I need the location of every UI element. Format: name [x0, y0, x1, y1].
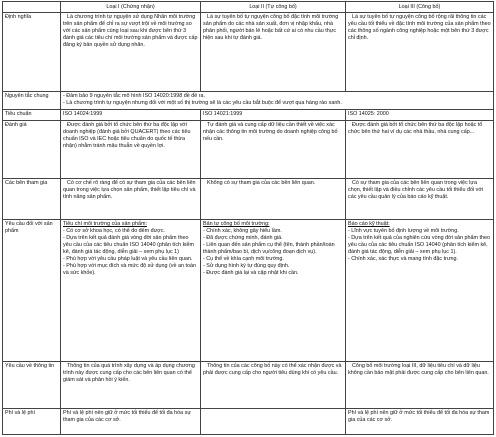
standard-type2: ISO 14021:1999 — [201, 110, 346, 120]
fees-type2 — [201, 408, 346, 434]
fees-type3: Phí và lệ phí nên giữ ở mức tối thiểu để tối đa hóa sự tham gia của các cơ sở. — [346, 408, 494, 434]
product-req-type2 — [201, 219, 346, 361]
table-row — [3, 361, 494, 408]
list-item: - Cụ thể về khía cạnh môi trường. — [203, 255, 284, 262]
row-label-product-req: Yêu cầu đối với sản phẩm — [3, 219, 61, 361]
standard-type1: ISO 14024:1999 — [61, 110, 201, 120]
row-label-fees: Phí và lệ phí — [3, 408, 61, 434]
row-label-principle: Nguyên tắc chung — [3, 92, 61, 110]
list-item: - Lĩnh vực tuyên bố định lượng về môi trường. — [348, 227, 459, 234]
principle-text — [61, 92, 494, 110]
list-item: - Sử dụng hình ký tự đúng quy định. — [203, 262, 290, 269]
list-item: - Chính xác, xác thực và mang tính đặc trưng. — [348, 255, 458, 262]
list-item: - Dựa trên kết quả của nghiên cứu vòng đời sản phẩm theo yêu cầu của các tiêu chuẩn ISO 14040 (phân tích kiểm kê, đánh giá tác động, diễn giải – xem phụ lục 1). — [348, 234, 491, 255]
table-row — [3, 408, 494, 434]
header-type2: Loại II (Tự công bố) — [201, 2, 346, 13]
table-row — [3, 219, 494, 361]
parties-type1: Có cơ chế rõ ràng để có sự tham gia của các bên liên quan trong việc lựa chọn sản phẩm, thiết lập tiêu chí và tính năng sản phẩm. — [61, 179, 201, 220]
list-item: - Phù hợp với mục đích và mức độ sử dụng (về an toàn và sức khỏe). — [63, 262, 196, 276]
product-req-type3 — [346, 219, 494, 361]
header-type1: Loại I (Chứng nhận) — [61, 2, 201, 13]
product-req-type1 — [61, 219, 201, 361]
definition-type2: Là sự tuyên bố tự nguyện công bố đặc tính môi trường sản phẩm do các nhà sản xuất, đơn vị nhập khẩu, nhà phân phối, người bán lẻ hoặc bất cứ ai có nhu cầu thực hiện sau khi tự đánh giá. — [201, 13, 346, 92]
table-row — [3, 179, 494, 220]
product-req-type3-title: Báo cáo kỹ thuật: — [348, 220, 390, 227]
header-corner — [3, 2, 61, 13]
table-row — [3, 92, 494, 110]
info-req-type1: Thông tin của quá trình xây dựng và áp dụng chương trình này được cung cấp cho các bên liên quan có thể giám sát và phản hồi ý kiến. — [61, 361, 201, 408]
list-item: - Đã được chứng minh, đánh giá. — [203, 234, 283, 241]
definition-type3: Là sự tuyên bố tự nguyện công bố rộng rãi thông tin các yêu cầu tối thiểu về đặc tính môi trường của sản phẩm theo các thông số ngành công nghiệp hoặc một bên thứ 3 được chỉ định. — [346, 13, 494, 92]
table-row — [3, 13, 494, 92]
row-label-parties: Các bên tham gia — [3, 179, 61, 220]
list-item: - Có cơ sở khoa học, có thể đo đếm được. — [63, 227, 166, 234]
definition-type1: Là chương trình tự nguyện sử dụng Nhãn môi trường trên sản phẩm để chỉ ra sự vượt trội về môi trường so với các sản phẩm cùng loại sau khi được bên thứ 3 đánh giá các tiêu chí môi trường sản phẩm và được cấp đăng ký bản quyền sử dụng nhãn. — [61, 13, 201, 92]
table-header-row — [3, 2, 494, 13]
evaluation-type3: Được đánh giá bởi tổ chức bên thứ ba độc lập hoặc tổ chức bên thứ hai ví dụ các nhà thầu, nhà cung cấp... — [346, 120, 494, 179]
parties-type2: Không có sự tham gia của các bên liên quan. — [201, 179, 346, 220]
evaluation-type1: Được đánh giá bởi tổ chức bên thứ ba độc lập với doanh nghiệp (đánh giá bởi QUACERT) theo các tiêu chuẩn ISO và IEC hoặc tiêu chuẩn do quốc tế thừa nhận) nhằm tránh mâu thuẫn về quyền lợi. — [61, 120, 201, 179]
list-item: - Phù hợp với yêu cầu pháp luật và yêu cầu liên quan. — [63, 255, 193, 262]
product-req-type1-title: Tiêu chí môi trường của sản phẩm: — [63, 220, 147, 227]
row-label-evaluation: Đánh giá — [3, 120, 61, 179]
principle-line-2: - Là chương trình tự nguyện nhưng đối với một số thị trường sẽ là các yêu cầu bắt buộc để vượt qua hàng rào xanh. — [63, 100, 342, 107]
info-req-type2: Thông tin của các công bố này có thể xác nhận được và phải được cung cấp cho người tiêu dùng khi có yêu cầu. — [201, 361, 346, 408]
row-label-standard: Tiêu chuẩn — [3, 110, 61, 120]
product-req-type2-title: Bản tự công bố môi trường: — [203, 220, 270, 227]
list-item: - Dựa trên kết quả đánh giá vòng đời sản phẩm theo yêu cầu của các tiêu chuẩn ISO 14040 (phân tích kiểm kê, đánh giá tác động, diễn giải – xem phụ lục 1) — [63, 234, 194, 255]
list-item: - Được đánh giá lại và cập nhật khi cần. — [203, 269, 299, 276]
row-label-definition: Định nghĩa — [3, 13, 61, 92]
fees-type1: Phí và lệ phí nên giữ ở mức tối thiểu để tối đa hóa sự tham gia của các cơ sở. — [61, 408, 201, 434]
evaluation-type2: Tự đánh giá và cung cấp dữ liệu cần thiết về việc xác nhận các thông tin môi trường do doanh nghiệp công bố nếu cần. — [201, 120, 346, 179]
parties-type3: Có sự tham gia của các bên liên quan trong việc lựa chọn, thiết lập và điều chỉnh các yêu cầu tối thiểu đối với các yêu cầu quản lý của báo cáo kỹ thuật. — [346, 179, 494, 220]
comparison-table — [2, 1, 494, 435]
principle-line-1: - Đảm bảo 9 nguyên tắc mô hình ISO 14020:1998 đề đề ra. — [63, 93, 206, 100]
table-row — [3, 120, 494, 179]
table-row — [3, 110, 494, 120]
standard-type3: ISO 14025: 2000 — [346, 110, 494, 120]
row-label-info-req: Yêu cầu về thông tin — [3, 361, 61, 408]
list-item: - Chính xác, không gây hiểu lầm. — [203, 227, 282, 234]
list-item: - Liên quan đến sản phẩm cụ thể (tên, thành phần/toàn thành phẩm/bao bì, dịch vụ/công đoạn dịch vụ). — [203, 241, 335, 255]
header-type3: Loại III (Công bố) — [346, 2, 494, 13]
info-req-type3: Công bố môi trường loại III, dữ liệu tiêu chí và dữ liệu không cần bảo mật phải được cung cấp cho bên liên quan. — [346, 361, 494, 408]
